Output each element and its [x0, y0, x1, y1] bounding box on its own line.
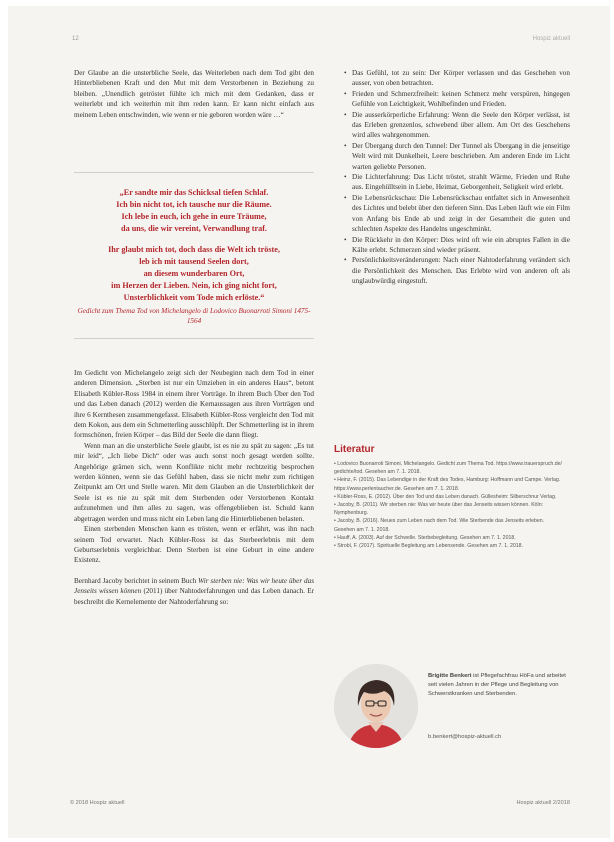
literature-heading: Literatur — [334, 444, 375, 455]
author-description: ist Pflegefachfrau HöFa und arbeitet seit vielen Jahren in der Pflege und Begleitung von Schwerstkranken und Sterbenden. — [428, 673, 566, 697]
author-name: Brigitte Benkert — [428, 673, 472, 679]
poem-line: im Herzen der Lieben. Nein, ich ging nicht fort, — [111, 281, 277, 290]
poem-quote — [74, 172, 314, 339]
left-column-intro — [74, 68, 314, 120]
list-item: • Die ausserkörperliche Erfahrung: Wenn die Seele den Körper verlässt, ist das Erleben grenzenlos, schwebend über allem. Am Ort des Geschehens wird alles wahrgenommen. — [344, 110, 570, 141]
literature-entry: • Strobl, F. (2017). Spirituelle Begleitung am Lebensende. Gesehen am 7. 1. 2018. — [334, 543, 523, 550]
body-paragraph: Wenn man an die unsterbliche Seele glaubt, ist es nie zu spät zu sagen: „Es tut mir leid“, „Ich liebe Dich“ oder was auch sonst noch gesagt werden sollte. Angehörige grämen sich, wenn Konflikte nicht mehr rechtzeitig besprochen werden können, wenn sie das Gefühl haben, dass sie nicht mehr zum richtigen Zeitpunkt am Ort und Stelle waren. Mit dem Glauben an die Unsterblichkeit der Seele ist es nie zu spät mit dem Sterbenden oder Verstorbenen Kontakt aufzunehmen und ihm alles zu sagen, was offengeblieben ist. Schuld kann abgetragen werden und muss nicht ein Leben lang die Hinterbliebenen belasten. — [74, 441, 314, 523]
poem-line: da uns, die wir vereint, Verwandlung traf. — [121, 224, 267, 233]
poem-line: Ich lebe in euch, ich gehe in eure Träume, — [121, 212, 267, 221]
magazine-page — [8, 6, 610, 838]
literature-list — [334, 460, 564, 550]
list-item: • Die Lebensrückschau: Die Lebensrückschau entfaltet sich in Anwesenheit des Lichtes und belebt über den tieferen Sinn. Das Leben läuft wie ein Film von Anfang bis Ende ab und zeigt in der Gesamtheit die guten und schlechten Aspekte des Handelns ungeschminkt. — [344, 193, 570, 235]
literature-entry: • Heinz, F. (2015). Das Lebendige in der Kraft des Todes, Hamburg: Hoffmann und Campe. Verlag. https://www.perlentaucher.de. Gesehen am 7. 1. 2018. — [334, 477, 561, 492]
literature-entry: • Jacoby, B. (2011). Wir sterben nie: Was wir heute über das Jenseits wissen können. Köln: Nymphenburg. — [334, 502, 544, 517]
poem-source: Gedicht zum Thema Tod von Michelangelo di Lodovico Buonarroti Simoni 1475-1564 — [77, 307, 311, 325]
literature-entry: • Lodovico Buonarroti Simoni, Michelangelo. Gedicht zum Thema Tod. https://www.trauerspruch.de/ gedichte/tod. Gesehen am 7. 1. 2018. — [334, 461, 562, 476]
left-column-body — [74, 368, 314, 607]
page-number: 12 — [72, 36, 79, 42]
footer-left: © 2018 Hospiz aktuell — [70, 800, 125, 806]
body-paragraph-last: Bernhard Jacoby berichtet in seinem Buch Wir sterben nie: Was wir heute über das Jenseits wissen können (2011) über Nahtoderfahrungen und das Leben danach. Er beschreibt die Kernelemente der Nahtoderfahrung so: — [74, 576, 314, 606]
literature-entry: • Jacoby, B. (2016). Neues zum Leben nach dem Tod. Wie Sterbende das Jenseits erleben. Gesehen am 7. 1. 2018. — [334, 518, 545, 533]
book-title: Wir sterben nie: Was wir heute über das Jenseits wissen können — [74, 576, 314, 596]
intro-paragraph: Der Glaube an die unsterbliche Seele, das Weiterleben nach dem Tod gibt den Hinterbliebenen Kraft und den Mut mit dem Verstorbenen in Beziehung zu bleiben. „Unendlich getröstet fühlte ich mich mit dem Gedanken, dass er weiterlebt und ich weiterhin mit ihm reden kann. Er kann nicht einfach aus meinem Leben entschwinden, wie wenn er nie geboren worden wäre …“ — [74, 69, 314, 119]
poem-line: leb ich mit tausend Seelen dort, — [139, 257, 249, 266]
list-item: • Das Gefühl, tot zu sein: Der Körper verlassen und das Geschehen von ausser, von oben betrachten. — [344, 68, 570, 89]
poem-line: Ihr glaubt mich tot, doch dass die Welt ich tröste, — [108, 245, 280, 254]
right-column-list — [344, 68, 570, 287]
list-item: • Die Rückkehr in den Körper: Dies wird oft wie ein abruptes Fallen in die Kälte erlebt. Schmerzen sind wieder präsent. — [344, 235, 570, 256]
footer-right: Hospiz aktuell 2/2018 — [516, 800, 570, 806]
poem-line: „Er sandte mir das Schicksal tiefen Schlaf. — [119, 188, 269, 197]
body-paragraph: Einen sterbenden Menschen kann es trösten, wenn er erfährt, was ihn nach seinem Tod erwartet. Nach Kübler-Ross ist das Sterbeerlebnis mit dem Geburtserlebnis vergleichbar. Denn Sterben ist eine Geburt in eine andere Existenz. — [74, 525, 314, 565]
list-item: • Die Lichterfahrung: Das Licht tröstet, strahlt Wärme, Frieden und Ruhe aus. Eingehülltsein in Liebe, Heimat, Geborgenheit, Seligkeit wird erlebt. — [344, 172, 570, 193]
poem-line: Unsterblichkeit vom Tode mich erlöste.“ — [123, 293, 265, 302]
author-photo — [334, 664, 418, 748]
author-email: b.benkert@hospiz-aktuell.ch — [428, 734, 502, 740]
poem-stanza-1 — [74, 187, 314, 235]
literature-entry: • Hauff, A. (2003). Auf der Schwelle. Sterbebegleitung. Gesehen am 7. 1. 2018. — [334, 534, 516, 541]
magazine-header: Hospiz aktuell — [532, 36, 570, 42]
list-item: • Persönlichkeitsveränderungen: Nach einer Nahtoderfahrung verändert sich die Persönlichkeit des Menschen. Das Erlebte wird von anderen oft als unglaubwürdig eingestuft. — [344, 255, 570, 286]
poem-line: an diesem wunderbaren Ort, — [143, 269, 245, 278]
author-bio — [428, 672, 572, 699]
literature-entry: • Kübler-Ross, E. (2012). Über den Tod und das Leben danach. Güllesheim: Silberschnur Verlag. — [334, 493, 557, 500]
list-item: • Frieden und Schmerzfreiheit: keinen Schmerz mehr verspüren, hingegen Gefühle von Leichtigkeit, Wohlbefinden und Frieden. — [344, 89, 570, 110]
poem-stanza-2 — [74, 244, 314, 304]
body-paragraph: Im Gedicht von Michelangelo zeigt sich der Neubeginn nach dem Tod in einer anderen Dimension. „Sterben ist nur ein Umziehen in ein anderes Haus“, betont Elisabeth Kübler-Ross 1984 in einem ihrer Vorträge. In ihrem Buch Über den Tod und das Leben danach (2012) werden die Kernaussagen aus ihren Vorträgen und ihre 6 Kernthesen zusammengefasst. Elisabeth Kübler-Ross vergleicht den Tod mit dem Kokon, aus dem ein Schmetterling ausschlüpft. Der Schmetterling ist in ihrem formschönen, freien Körper – das Bild der Seele die dann fliegt. — [74, 369, 314, 440]
poem-line: Ich bin nicht tot, ich tausche nur die Räume. — [116, 200, 272, 209]
nde-elements-list — [344, 68, 570, 287]
author-portrait-icon — [334, 664, 418, 748]
list-item: • Der Übergang durch den Tunnel: Der Tunnel als Übergang in die jenseitige Welt wird mit Dunkelheit, Leere beschrieben. Am anderen Ende im Licht warten geliebte Personen. — [344, 141, 570, 172]
